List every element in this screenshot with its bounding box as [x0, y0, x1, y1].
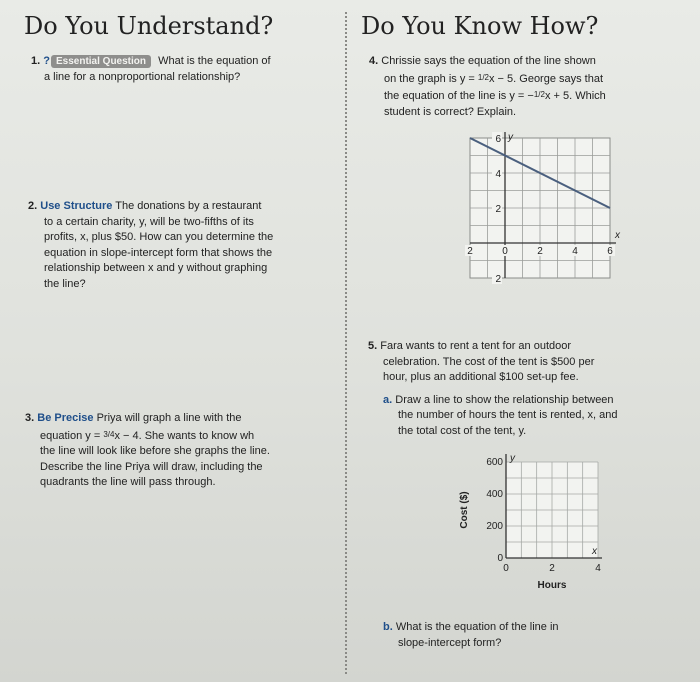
- graph-grid: [470, 138, 610, 278]
- question-3-fraction: 3/4: [103, 429, 115, 439]
- question-2-keyword: Use Structure: [40, 200, 113, 212]
- question-2-line: equation in slope-intercept form that shows the: [44, 246, 273, 259]
- x-tick-label: 4: [595, 563, 601, 574]
- y-axis-letter: y: [508, 132, 513, 143]
- question-3-equation-text: equation y =: [40, 429, 104, 442]
- question-5-line1: Fara wants to rent a tent for an outdoor: [380, 340, 572, 352]
- question-3-equation-rest: x − 4. She wants to know wh: [114, 429, 255, 442]
- question-5-line3: hour, plus an additional $100 set-up fee.: [383, 371, 579, 383]
- question-2-line: to a certain charity, y, will be two-fifths of its: [44, 215, 254, 228]
- question-4: [369, 54, 669, 120]
- question-4-line4: student is correct? Explain.: [384, 105, 517, 118]
- question-1-line1: What is the equation of: [158, 55, 271, 67]
- y-tick-label: 2: [495, 204, 501, 215]
- essential-question-icon: ?: [43, 55, 50, 67]
- question-4-fraction: 1/2: [477, 72, 489, 82]
- question-3-number: 3.: [25, 412, 35, 424]
- question-5a-line2: the number of hours the tent is rented, x, and: [398, 409, 618, 421]
- x-tick-label: 6: [607, 246, 613, 257]
- question-3-keyword: Be Precise: [37, 412, 94, 424]
- question-3-line1: Priya will graph a line with the: [96, 412, 242, 424]
- question-3-line3: the line will look like before she graphs the line.: [40, 445, 270, 457]
- question-3-line2: [25, 427, 325, 445]
- question-1: [31, 54, 336, 85]
- question-1-line2: a line for a nonproportional relationship?: [44, 70, 241, 83]
- y-axis-letter: y: [510, 453, 515, 464]
- y-tick-label: 200: [486, 521, 503, 532]
- question-4-equation-rest: x + 5. Which: [544, 90, 606, 102]
- y-tick-label: 2: [495, 274, 501, 285]
- x-tick-label: 4: [572, 246, 578, 257]
- question-2: [28, 199, 328, 292]
- question-5a-line1: Draw a line to show the relationship between: [395, 393, 614, 406]
- question-3: [25, 411, 325, 491]
- question-2-line: the line?: [44, 277, 86, 290]
- question-5-line2: celebration. The cost of the tent is $500 per: [383, 355, 595, 368]
- y-tick-label: 400: [486, 489, 503, 500]
- y-tick-label: 6: [495, 134, 501, 145]
- question-5-number: 5.: [368, 340, 378, 352]
- y-axis-title: Cost ($): [459, 491, 470, 529]
- x-tick-label: 2: [549, 563, 555, 574]
- question-4-equation-text: the equation of the line is y = −: [384, 90, 534, 102]
- question-2-line: The donations by a restaurant: [115, 200, 262, 212]
- question-5b-line1: What is the equation of the line in: [395, 621, 559, 633]
- header-do-you-understand: Do You Understand?: [24, 12, 274, 40]
- question-2-number: 2.: [28, 200, 38, 212]
- graph-grid: [506, 462, 598, 558]
- x-tick-label: 0: [502, 246, 508, 257]
- question-3-line4: Describe the line Priya will draw, including the: [40, 460, 263, 473]
- question-4-line3: [369, 87, 669, 105]
- question-5b-line2: slope-intercept form?: [398, 636, 502, 649]
- question-4-line2: [369, 70, 669, 88]
- question-4-fraction: 1/2: [533, 90, 545, 99]
- x-tick-label: 2: [467, 246, 473, 257]
- question-4-number: 4.: [369, 55, 379, 67]
- x-tick-label: 2: [537, 246, 543, 257]
- question-4-line1: Chrissie says the equation of the line shown: [381, 55, 596, 67]
- header-do-you-know-how: Do You Know How?: [361, 12, 599, 40]
- question-1-number: 1.: [31, 55, 41, 67]
- question-5: [368, 339, 688, 439]
- x-axis-title: Hours: [537, 580, 567, 591]
- x-axis-letter: x: [592, 546, 597, 557]
- question-2-line: relationship between x and y without graphing: [44, 262, 268, 274]
- question-5a-letter: a.: [383, 393, 393, 406]
- question-5b: [383, 620, 683, 651]
- x-axis-letter: x: [615, 230, 620, 241]
- question-5-graph: [455, 450, 615, 600]
- y-tick-label: 0: [497, 553, 503, 564]
- y-tick-label: 600: [486, 457, 503, 468]
- question-5a-line3: the total cost of the tent, y.: [398, 424, 527, 437]
- x-tick-label: 0: [503, 563, 509, 574]
- essential-question-badge: Essential Question: [51, 55, 151, 68]
- question-4-graph: [462, 128, 622, 286]
- question-4-equation-rest: x − 5. George says that: [489, 72, 604, 85]
- question-5b-letter: b.: [383, 621, 393, 633]
- question-2-line: profits, x, plus $50. How can you determine the: [44, 231, 274, 243]
- question-4-equation-text: on the graph is y =: [384, 72, 478, 85]
- column-divider: [345, 12, 347, 674]
- question-5a: [368, 393, 688, 409]
- y-tick-label: 4: [495, 169, 501, 180]
- question-3-line5: quadrants the line will pass through.: [40, 476, 216, 488]
